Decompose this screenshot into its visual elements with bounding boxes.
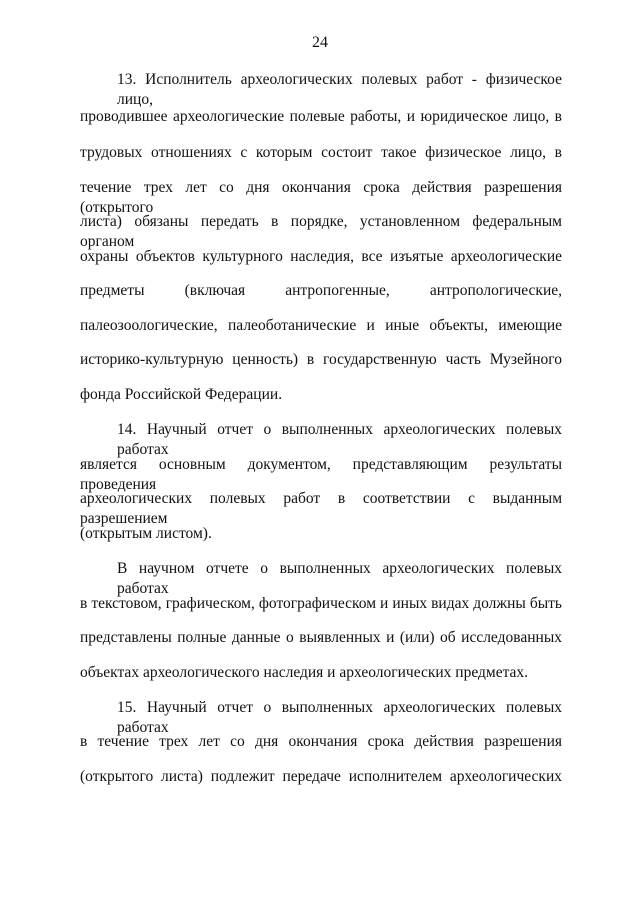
page-number: 24 bbox=[312, 34, 328, 51]
text-line: в текстовом, графическом, фотографическом и иных видах должны быть bbox=[80, 595, 562, 612]
text-line: трудовых отношениях с которым состоит такое физическое лицо, в bbox=[80, 144, 562, 161]
text-line: археологических полевых работ в соответствии с выданным разрешением bbox=[80, 490, 562, 527]
text-line: является основным документом, представляющим результаты проведения bbox=[80, 456, 562, 493]
text-line: 15. Научный отчет о выполненных археологических полевых работах bbox=[117, 699, 562, 736]
text-line: (открытого листа) подлежит передаче исполнителем археологических bbox=[80, 768, 562, 785]
text-line: историко-культурную ценность) в государственную часть Музейного bbox=[80, 351, 562, 368]
text-line: предметы (включая антропогенные, антропологические, bbox=[80, 282, 562, 299]
text-line: объектах археологического наследия и археологических предметах. bbox=[80, 664, 529, 681]
text-line: (открытым листом). bbox=[80, 525, 212, 542]
text-line: палеозоологические, палеоботанические и иные объекты, имеющие bbox=[80, 317, 562, 334]
text-line: 14. Научный отчет о выполненных археологических полевых работах bbox=[117, 421, 562, 458]
text-line: проводившее археологические полевые работы, и юридическое лицо, в bbox=[80, 108, 562, 125]
text-line: течение трех лет со дня окончания срока действия разрешения (открытого bbox=[80, 179, 562, 216]
text-line: охраны объектов культурного наследия, все изъятые археологические bbox=[80, 248, 562, 265]
text-line: фонда Российской Федерации. bbox=[80, 386, 283, 403]
text-line: 13. Исполнитель археологических полевых работ - физическое лицо, bbox=[117, 71, 562, 108]
text-line: В научном отчете о выполненных археологических полевых работах bbox=[117, 560, 562, 597]
text-line: листа) обязаны передать в порядке, установленном федеральным органом bbox=[80, 213, 562, 250]
text-line: представлены полные данные о выявленных и (или) об исследованных bbox=[80, 629, 562, 646]
text-line: в течение трех лет со дня окончания срока действия разрешения bbox=[80, 733, 562, 750]
